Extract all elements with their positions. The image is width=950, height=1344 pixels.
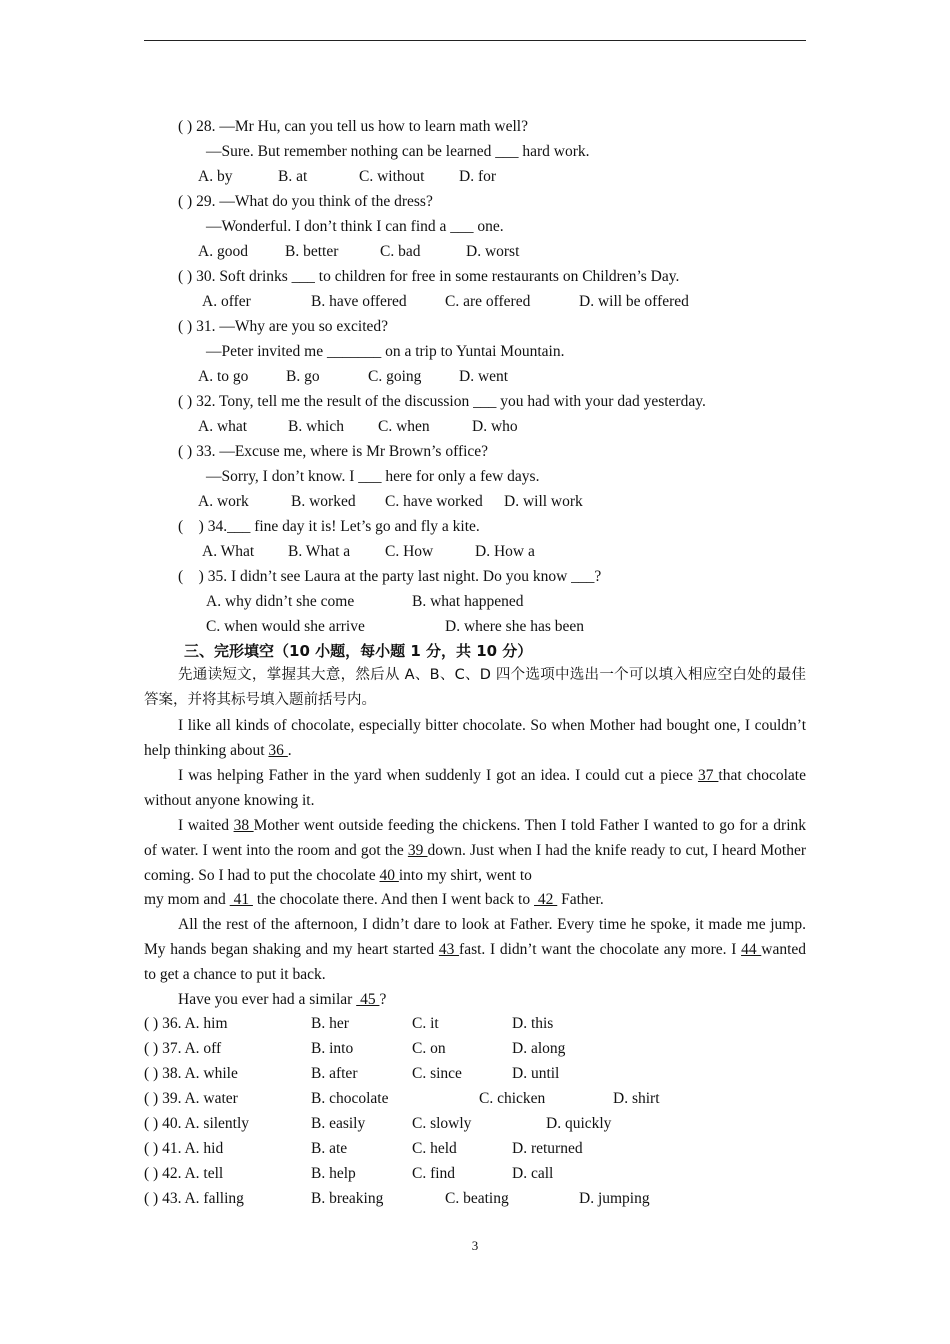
q39-option-c: C. chicken [479,1090,546,1107]
section-3-instruction: 先通读短文，掌握其大意，然后从 A、B、C、D 四个选项中选出一个可以填入相应空白处的最佳答案，并将其标号填入题前括号内。 [144,667,806,708]
q34-option-a: A. What [202,543,255,560]
q30-option-b: B. have offered [311,293,407,310]
blank-39: 39 [407,842,428,859]
section-3-heading: 三、完形填空（10 小题，每小题 1 分，共 10 分） [184,642,533,660]
q42-stem: ( ) 42. A. tell [144,1165,224,1182]
blank-36: 36 [268,742,288,759]
passage-paragraph-5: Have you ever had a similar 45 ? [178,991,387,1008]
q40-option-d: D. quickly [546,1115,612,1132]
blank-38: 38 [233,817,254,834]
q35-option-a: A. why didn’t she come [206,593,355,610]
q28-option-d: D. for [459,168,497,185]
q43-option-c: C. beating [445,1190,509,1207]
q41-stem: ( ) 41. A. hid [144,1140,224,1157]
q32-stem: ( ) 32. Tony, tell me the result of the discussion ___ you had with your dad yesterday. [178,393,706,410]
q34-option-c: C. How [385,543,434,560]
q34-stem: ( ) 34.___ fine day it is! Let’s go and fly a kite. [178,518,480,535]
q30-option-a: A. offer [202,293,251,310]
q38-option-b: B. after [311,1065,358,1082]
q28-option-c: C. without [359,168,425,185]
q38-option-d: D. until [512,1065,560,1082]
q33-reply: —Sorry, I don’t know. I ___ here for only a few days. [206,468,540,485]
q35-option-c: C. when would she arrive [206,618,365,635]
q40-stem: ( ) 40. A. silently [144,1115,250,1132]
q33-stem: ( ) 33. —Excuse me, where is Mr Brown’s office? [178,443,489,460]
q40-option-b: B. easily [311,1115,366,1132]
passage-paragraph-1: I like all kinds of chocolate, especially bitter chocolate. So when Mother had bought one, I couldn’t help thinking about 36 . [144,717,806,759]
q42-option-d: D. call [512,1165,554,1182]
q31-option-d: D. went [459,368,509,385]
q43-stem: ( ) 43. A. falling [144,1190,244,1207]
q28-reply: —Sure. But remember nothing can be learned ___ hard work. [206,143,590,160]
q32-option-b: B. which [288,418,344,435]
q29-option-c: C. bad [380,243,421,260]
q42-option-c: C. find [412,1165,456,1182]
q41-option-d: D. returned [512,1140,583,1157]
q37-option-b: B. into [311,1040,354,1057]
q36-option-b: B. her [311,1015,349,1032]
q38-stem: ( ) 38. A. while [144,1065,238,1082]
q31-option-b: B. go [286,368,320,385]
q31-option-c: C. going [368,368,422,385]
q39-stem: ( ) 39. A. water [144,1090,238,1107]
q32-option-a: A. what [198,418,248,435]
q36-stem: ( ) 36. A. him [144,1015,228,1032]
blank-40: 40 [379,867,399,884]
q38-option-c: C. since [412,1065,462,1082]
q29-option-d: D. worst [466,243,520,260]
blank-41: 41 [229,891,253,908]
q32-option-d: D. who [472,418,518,435]
q39-option-d: D. shirt [613,1090,660,1107]
q35-stem: ( ) 35. I didn’t see Laura at the party last night. Do you know ___? [178,568,602,585]
q43-option-d: D. jumping [579,1190,650,1207]
q33-option-b: B. worked [291,493,356,510]
q35-option-b: B. what happened [412,593,524,610]
page-number: 3 [471,1238,479,1253]
q33-option-c: C. have worked [385,493,483,510]
blank-44: 44 [741,941,762,958]
q37-option-d: D. along [512,1040,566,1057]
passage-paragraph-3: I waited 38 Mother went outside feeding the chickens. Then I told Father I wanted to go for a drink of water. I went into the room and got the 39 down. Just when I had the knife ready to cut, I heard Mother coming. So I had to put the chocolate 40 into my shirt, went to [144,817,806,884]
q29-stem: ( ) 29. —What do you think of the dress? [178,193,433,210]
q41-option-b: B. ate [311,1140,348,1157]
q43-option-b: B. breaking [311,1190,384,1207]
q33-option-d: D. will work [504,493,583,510]
q31-reply: —Peter invited me _______ on a trip to Yuntai Mountain. [206,343,565,360]
q29-option-a: A. good [198,243,248,260]
q36-option-d: D. this [512,1015,554,1032]
blank-42: 42 [534,891,558,908]
q33-option-a: A. work [198,493,249,510]
q35-option-d: D. where she has been [445,618,585,635]
q34-option-b: B. What a [288,543,351,560]
q29-option-b: B. better [285,243,339,260]
q28-stem: ( ) 28. —Mr Hu, can you tell us how to learn math well? [178,118,528,135]
passage-paragraph-2: I was helping Father in the yard when suddenly I got an idea. I could cut a piece 37 that chocolate without anyone knowing it. [144,767,806,809]
q36-option-c: C. it [412,1015,439,1032]
q31-option-a: A. to go [198,368,249,385]
q30-option-d: D. will be offered [579,293,689,310]
q31-stem: ( ) 31. —Why are you so excited? [178,318,389,335]
q41-option-c: C. held [412,1140,457,1157]
q39-option-b: B. chocolate [311,1090,389,1107]
q42-option-b: B. help [311,1165,356,1182]
blank-37: 37 [697,767,719,784]
q29-reply: —Wonderful. I don’t think I can find a ___ one. [206,218,504,235]
q37-option-c: C. on [412,1040,446,1057]
q32-option-c: C. when [378,418,430,435]
q40-option-c: C. slowly [412,1115,472,1132]
q37-stem: ( ) 37. A. off [144,1040,222,1057]
blank-45: 45 [356,991,380,1008]
blank-43: 43 [438,941,460,958]
q30-stem: ( ) 30. Soft drinks ___ to children for free in some restaurants on Children’s Day. [178,268,680,285]
q34-option-d: D. How a [475,543,535,560]
q28-option-a: A. by [198,168,233,185]
passage-paragraph-3-continued: my mom and 41 the chocolate there. And then I went back to 42 Father. [144,891,604,908]
q30-option-c: C. are offered [445,293,531,310]
header-rule [144,40,806,41]
passage-paragraph-4: All the rest of the afternoon, I didn’t dare to look at Father. Every time he spoke, it made me jump. My hands began shaking and my heart started 43 fast. I didn’t want the chocolate any more. I 44 wanted to get a chance to put it back. [144,916,807,983]
q28-option-b: B. at [278,168,308,185]
